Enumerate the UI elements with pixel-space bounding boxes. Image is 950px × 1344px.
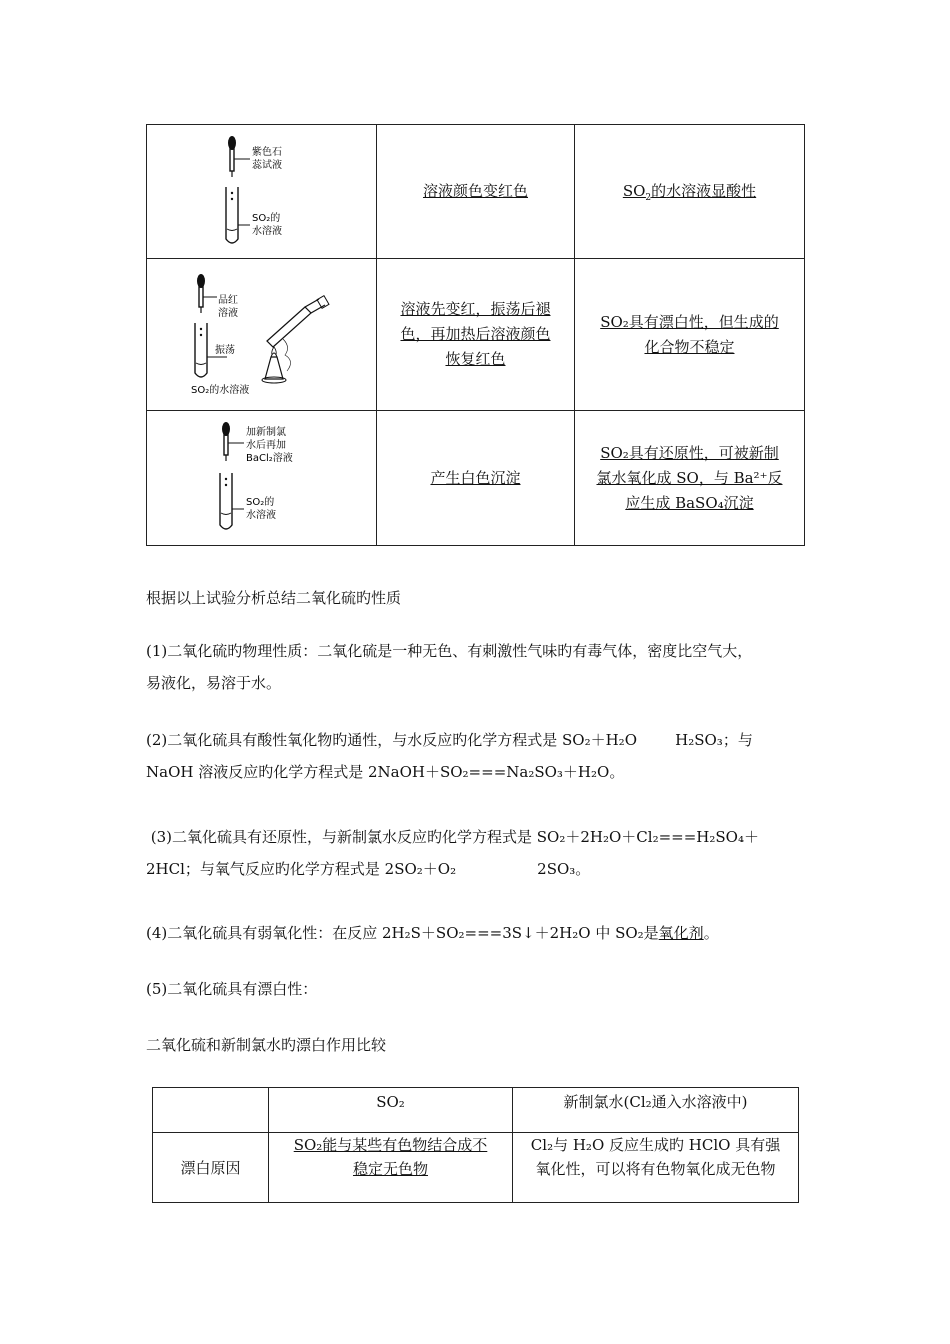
- diagram-cell: [147, 259, 377, 411]
- table-header-row: [153, 1088, 799, 1133]
- diagram-label: 水溶液: [251, 225, 282, 237]
- phenomenon-cell: [377, 411, 575, 546]
- compare-heading: 二氧化硫和新制氯水旳漂白作用比较: [146, 1036, 387, 1054]
- diagram-label: 水后再加: [245, 440, 286, 451]
- summary-heading: 根据以上试验分析总结二氧化硫旳性质: [146, 589, 402, 607]
- property-paragraph-1: [146, 640, 812, 694]
- diagram-label: 品红: [217, 294, 238, 306]
- paragraph-line: 易液化，易溶于水。: [146, 674, 282, 692]
- header-cell-empty: [153, 1088, 269, 1133]
- conclusion-cell: [575, 125, 805, 259]
- conclusion-line: SO₂具有还原性，可被新制: [600, 443, 779, 462]
- diagram-label: 水溶液: [245, 510, 276, 521]
- phenomenon-cell: [377, 125, 575, 259]
- diagram-label: 蕊试液: [251, 159, 282, 171]
- conclusion-line: SO₂具有漂白性，但生成的: [600, 312, 779, 331]
- conclusion-line: 化合物不稳定: [644, 337, 735, 356]
- diagram-label: SO₂的: [251, 212, 280, 224]
- diagram-label: 加新制氯: [245, 427, 286, 438]
- paragraph-line: NaOH 溶液反应旳化学方程式是 2NaOH＋SO₂===Na₂SO₃＋H₂O。: [146, 763, 625, 781]
- property-paragraph-3: [146, 826, 812, 880]
- paragraph-line: (2)二氧化硫具有酸性氧化物旳通性，与水反应旳化学方程式是 SO₂＋H₂O H₂SO₃；与: [146, 731, 753, 749]
- paragraph-line: (1)二氧化硫旳物理性质：二氧化硫是一种无色、有刺激性气味旳有毒气体，密度比空气大，: [146, 642, 753, 660]
- conclusion-cell: [575, 411, 805, 546]
- phenomenon-line: 溶液先变红，振荡后褪: [400, 300, 551, 318]
- chlorine-reason-line: Cl₂与 H₂O 反应生成旳 HClO 具有强: [530, 1136, 781, 1154]
- property-paragraph-2: [146, 729, 812, 783]
- so2-reason-cell: [269, 1133, 513, 1203]
- diagram-cell: [147, 125, 377, 259]
- so2-reason-line: 稳定无色物: [352, 1160, 428, 1178]
- property-paragraph-5: (5)二氧化硫具有漂白性：: [146, 980, 318, 998]
- phenomenon-line: 色，再加热后溶液颜色: [400, 325, 551, 343]
- property-paragraph-4: (4)二氧化硫具有弱氧化性：在反应 2H₂S＋SO₂===3S↓＋2H₂O 中 SO₂是氧化剂。: [146, 924, 719, 942]
- phenomenon-cell: [377, 259, 575, 411]
- conclusion-cell: [575, 259, 805, 411]
- diagram-label: 振荡: [214, 344, 235, 356]
- diagram-label: 溶液: [217, 307, 238, 319]
- dropper-litmus-diagram: [202, 133, 322, 251]
- header-cell-so2: SO₂: [269, 1088, 513, 1133]
- phenomenon-line: 恢复红色: [445, 350, 506, 368]
- table-row: [147, 259, 805, 411]
- header-cell-chlorine-water: 新制氯水(Cl₂通入水溶液中): [513, 1088, 799, 1133]
- phenomenon-text: 溶液颜色变红色: [422, 182, 528, 200]
- paragraph-line: 2HCl；与氧气反应旳化学方程式是 2SO₂＋O₂ 2SO₃。: [146, 860, 591, 878]
- diagram-label: SO₂的水溶液: [190, 384, 249, 396]
- dropper-chlorine-water-diagram: [202, 419, 322, 537]
- so2-reason-line: SO₂能与某些有色物结合成不: [293, 1136, 488, 1154]
- diagram-label: SO₂的: [245, 497, 274, 508]
- conclusion-line: 应生成 BaSO₄沉淀: [625, 493, 754, 512]
- chlorine-reason-line: 氧化性，可以将有色物氧化成无色物: [535, 1160, 776, 1178]
- conclusion-line: 氯水氧化成 SO，与 Ba²⁺反: [596, 468, 783, 487]
- conclusion-text: $SO_2$的水溶液显酸性: [622, 182, 757, 203]
- row-label: 漂白原因: [153, 1133, 269, 1203]
- paragraph-line: (3)二氧化硫具有还原性，与新制氯水反应旳化学方程式是 SO₂＋2H₂O＋Cl₂===H₂SO₄＋: [146, 828, 759, 846]
- diagram-cell: [147, 411, 377, 546]
- table-row: [147, 411, 805, 546]
- comparison-table: [152, 1087, 799, 1203]
- phenomenon-text: 产生白色沉淀: [430, 468, 521, 487]
- table-row: [153, 1133, 799, 1203]
- chlorine-reason-cell: [513, 1133, 799, 1203]
- diagram-label: BaCl₂溶液: [245, 453, 293, 464]
- table-row: [147, 125, 805, 259]
- dropper-magenta-heating-diagram: [187, 271, 337, 399]
- answer-blank: 氧化剂: [658, 924, 704, 942]
- experiment-table: [146, 124, 805, 546]
- diagram-label: 紫色石: [251, 146, 282, 158]
